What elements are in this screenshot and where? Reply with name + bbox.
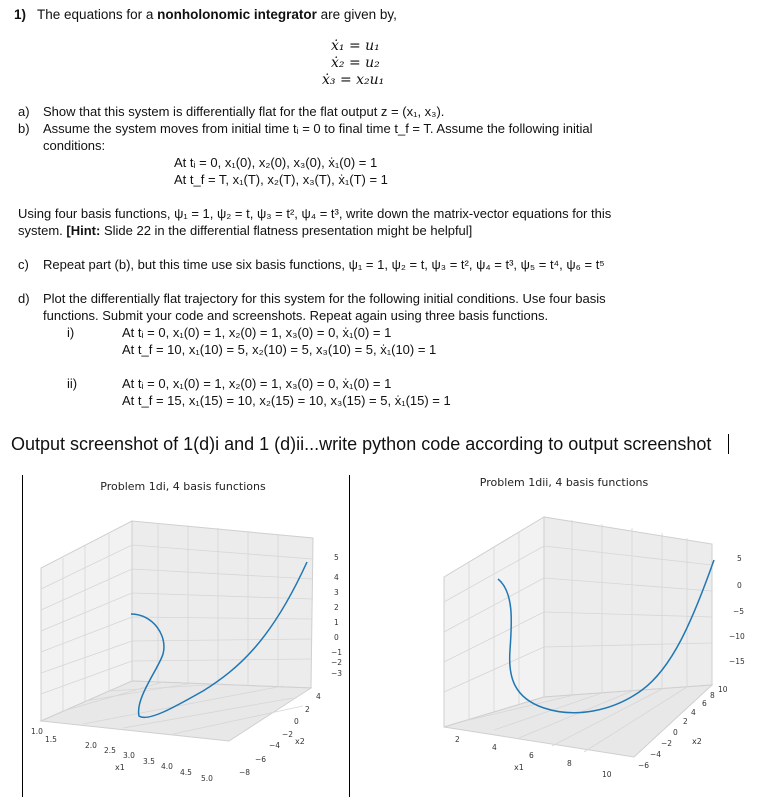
plot2-x-tick: 6 [529,751,534,760]
plot2-y-tick: 0 [673,728,678,737]
plot1-x-tick: 1.5 [45,735,57,744]
plot2-z-tick: −5 [733,607,745,616]
plot2-y-tick: 2 [683,717,688,726]
plot1-z-ticks [331,553,342,678]
plot2-z-tick: 0 [737,581,742,590]
plot2-title: Problem 1dii, 4 basis functions [479,476,649,489]
part-di-line-2: At t_f = 10, x₁(10) = 5, x₂(10) = 5, x₃(10) = 5, ẋ₁(10) = 1 [122,342,437,357]
plot1-x-tick: 4.0 [161,762,173,771]
plot1-y-tick: −2 [282,730,294,739]
plot1-x-tick: 1.0 [31,727,43,736]
condition-final: At t_f = T, x₁(T), x₂(T), x₃(T), ẋ₁(T) = 1 [174,172,388,187]
plot1-title: Problem 1di, 4 basis functions [100,480,266,493]
plot1-z-tick: −2 [331,658,343,667]
part-d-label: d) [18,291,30,306]
plot2-y-tick: −2 [661,739,673,748]
basis-text-1: Using four basis functions, ψ₁ = 1, ψ₂ = t, ψ₃ = t², ψ₄ = t³, write down the matrix-vector equations for this [18,206,612,221]
basis-text-2-pre: system. [18,223,67,238]
plot1-y-tick: −8 [239,768,251,777]
part-c-text: Repeat part (b), but this time use six basis functions, ψ₁ = 1, ψ₂ = t, ψ₃ = t², ψ₄ = t³, ψ₅ = t⁴, ψ₆ = t⁵ [43,257,605,272]
part-d-text-1: Plot the differentially flat trajectory for this system for the following initial conditions. Use four basis [43,291,606,306]
plot1-z-tick: 3 [334,588,339,597]
condition-initial: At tᵢ = 0, x₁(0), x₂(0), x₃(0), ẋ₁(0) = 1 [174,155,378,170]
plot1-x-tick: 2.5 [104,746,116,755]
plot1-y-tick: −4 [269,741,281,750]
plot2-x-tick: 8 [567,759,572,768]
part-dii-label: ii) [67,376,78,391]
part-di-line-1: At tᵢ = 0, x₁(0) = 1, x₂(0) = 1, x₃(0) = 0, ẋ₁(0) = 1 [122,325,392,340]
plot1-x-tick: 3.0 [123,751,135,760]
plot2-z-tick: −15 [729,657,745,666]
plot2-x-tick: 10 [602,770,612,779]
plot1-x-tick: 2.0 [85,741,97,750]
plot2-z-tick: 5 [737,554,742,563]
frame-middle [349,475,350,797]
plot1-z-tick: 0 [334,633,339,642]
part-a-label: a) [18,104,30,119]
plot1-z-tick: 1 [334,618,339,627]
plot1-z-tick: −1 [331,648,343,657]
plot1-y-tick: −6 [255,755,267,764]
plot2-z-ticks [729,554,745,666]
plot1-y-tick: 2 [305,705,310,714]
plot2-x-label: x1 [514,763,524,772]
plot1-y-label: x2 [295,737,305,746]
part-c-label: c) [18,257,29,272]
part-b-text-1: Assume the system moves from initial time tᵢ = 0 to final time t_f = T. Assume the following initial [43,121,593,136]
intro-bold: nonholonomic integrator [157,7,317,22]
part-dii-line-2: At t_f = 15, x₁(15) = 10, x₂(15) = 10, x₃(15) = 5, ẋ₁(15) = 1 [122,393,451,408]
plot2-y-tick: 8 [710,691,715,700]
equation-3: ẋ₃ = x₂u₁ [322,72,385,88]
text-cursor [728,434,729,454]
plot2-y-label: x2 [692,737,702,746]
basis-text-2 [18,223,472,238]
plot1-y-tick: 0 [294,717,299,726]
plot2-y-tick: −6 [638,761,650,770]
plot1-x-label: x1 [115,763,125,772]
intro-post: are given by, [316,7,397,22]
plot2-x-tick: 2 [455,735,460,744]
basis-hint: [Hint: [66,223,101,238]
plot2-y-tick: 4 [691,708,696,717]
plot-1di [23,476,349,794]
plot2-z-tick: −10 [729,632,745,641]
part-di-label: i) [67,325,75,340]
plot2-y-tick: −4 [650,750,662,759]
plot1-x-tick: 4.5 [180,768,192,777]
plot2-y-tick: 6 [702,699,707,708]
part-b-label: b) [18,121,30,136]
plot1-x-tick: 5.0 [201,774,213,783]
part-a-text: Show that this system is differentially flat for the flat output z = (x₁, x₃). [43,104,445,119]
request-text: Output screenshot of 1(d)i and 1 (d)ii...write python code according to output screenshot [11,434,712,454]
plot1-z-tick: −3 [331,669,343,678]
intro-pre: The equations for a [37,7,158,22]
question-header [14,7,397,22]
plot1-x-tick: 3.5 [143,757,155,766]
plot2-x-tick: 4 [492,743,497,752]
equation-2: ẋ₂ = u₂ [331,55,380,71]
plot1-z-tick: 2 [334,603,339,612]
plot-1dii [352,472,756,794]
part-dii-line-1: At tᵢ = 0, x₁(0) = 1, x₂(0) = 1, x₃(0) = 0, ẋ₁(0) = 1 [122,376,392,391]
plot1-z-tick: 4 [334,573,339,582]
plot1-z-tick: 5 [334,553,339,562]
plot1-y-tick: 4 [316,692,321,701]
question-number: 1) [14,7,27,22]
basis-text-2-post: Slide 22 in the differential flatness presentation might be helpful] [100,223,473,238]
plot2-y-tick: 10 [718,685,728,694]
equation-1: ẋ₁ = u₁ [331,38,380,54]
part-b-text-2: conditions: [43,138,106,153]
part-d-text-2: functions. Submit your code and screenshots. Repeat again using three basis functions. [43,308,549,323]
